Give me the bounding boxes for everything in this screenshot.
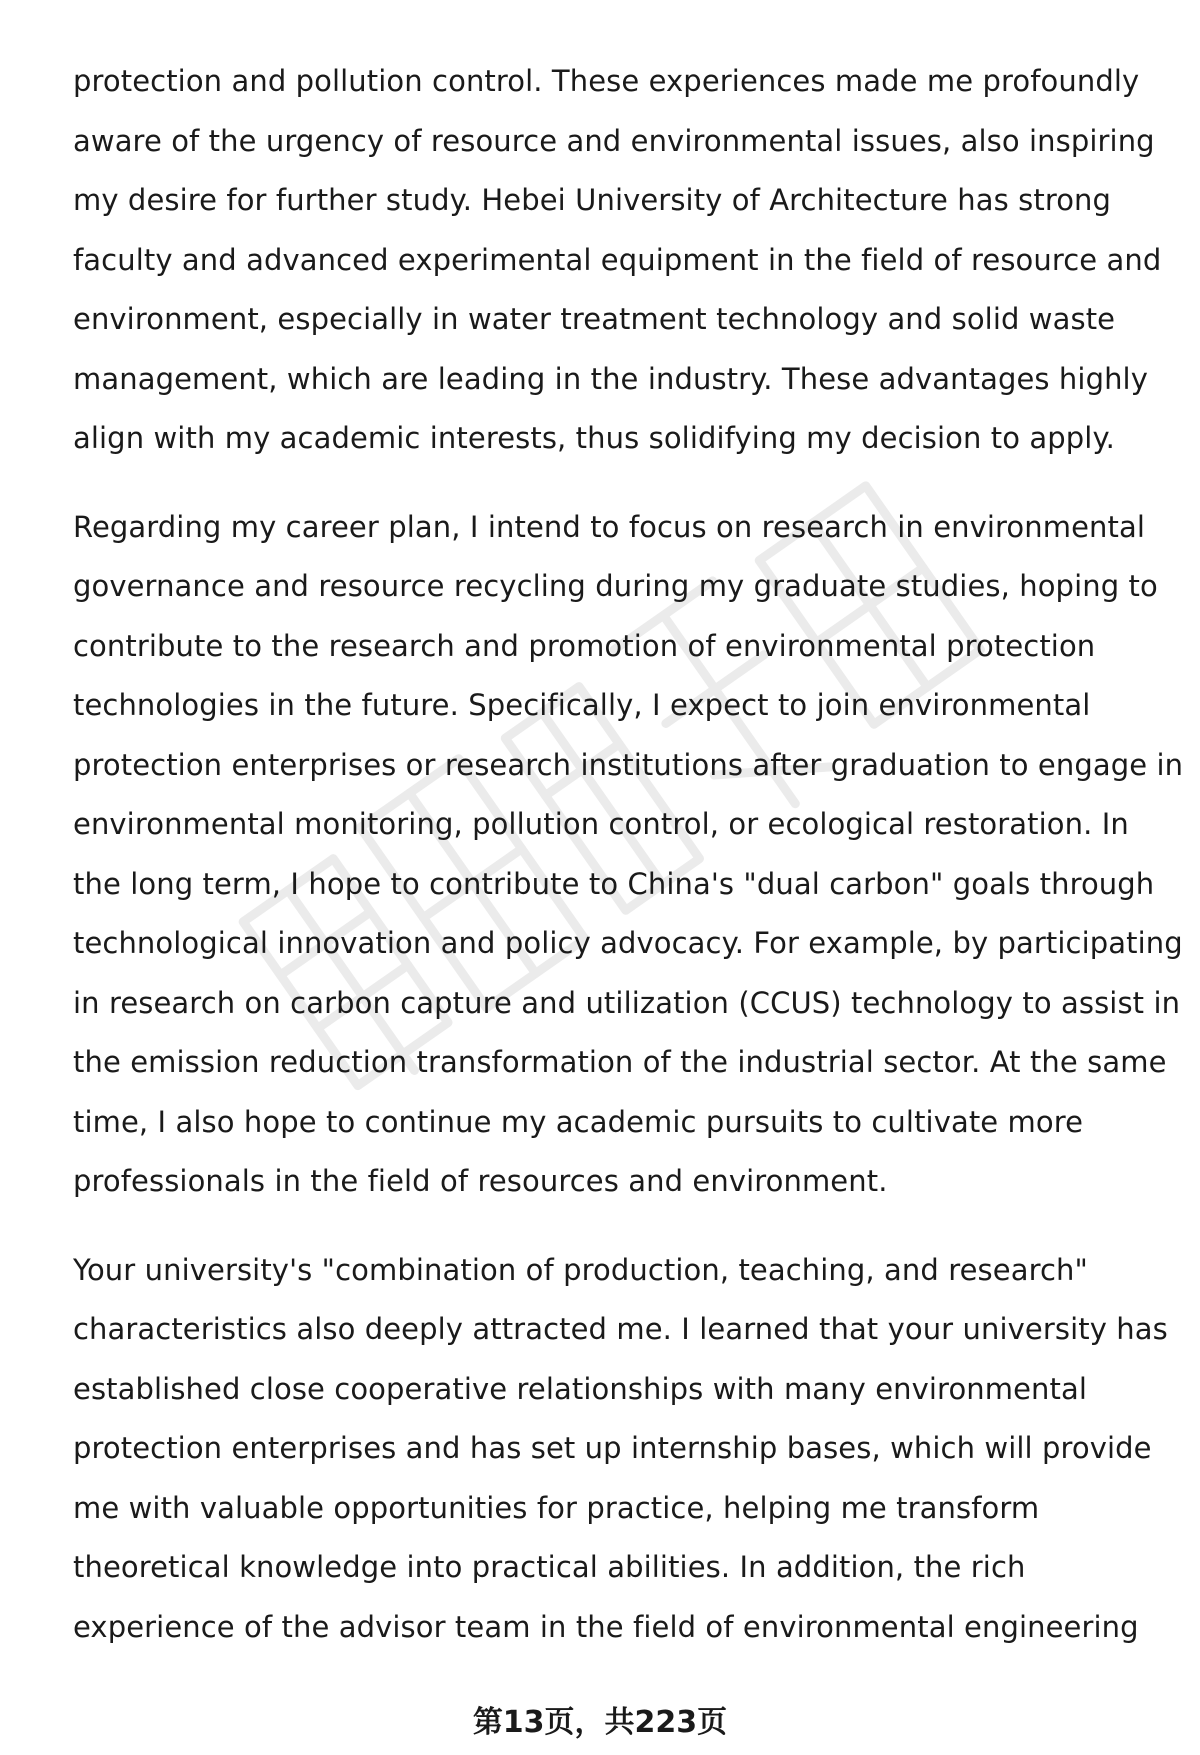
text-line: in research on carbon capture and utilization (CCUS) technology to assist in [73, 985, 1181, 1020]
text-line: technological innovation and policy advocacy. For example, by participating [73, 926, 1183, 960]
text-line: theoretical knowledge into practical abilities. In addition, the rich [73, 1550, 1026, 1584]
text-line: established close cooperative relationships with many environmental [73, 1371, 1088, 1406]
text-line: experience of the advisor team in the field of environmental engineering [73, 1609, 1139, 1644]
text-line: environment, especially in water treatment technology and solid waste [73, 302, 1116, 336]
text-line: the emission reduction transformation of the industrial sector. At the same [73, 1045, 1167, 1079]
text-line: protection and pollution control. These experiences made me profoundly [73, 64, 1140, 98]
page-number-footer: 第13页，共223页 [472, 1705, 728, 1740]
text-line: professionals in the field of resources and environment. [73, 1164, 888, 1198]
document-body [73, 52, 1184, 1657]
text-line: protection enterprises or research institutions after graduation to engage in [73, 747, 1184, 782]
text-line: Your university's "combination of production, teaching, and research" [73, 1252, 1088, 1287]
paragraph-1 [73, 52, 1162, 469]
text-line: faculty and advanced experimental equipment in the field of resource and [73, 242, 1162, 277]
text-line: time, I also hope to continue my academic pursuits to cultivate more [73, 1104, 1084, 1139]
text-line: the long term, I hope to contribute to China's "dual carbon" goals through [73, 866, 1155, 901]
text-line: management, which are leading in the industry. These advantages highly [73, 361, 1148, 396]
text-line: me with valuable opportunities for practice, helping me transform [73, 1490, 1040, 1525]
text-line: Regarding my career plan, I intend to focus on research in environmental [73, 509, 1146, 544]
paragraph-3 [73, 1241, 1168, 1658]
text-line: governance and resource recycling during my graduate studies, hoping to [73, 569, 1158, 603]
text-line: my desire for further study. Hebei University of Architecture has strong [73, 183, 1112, 217]
text-line: characteristics also deeply attracted me. I learned that your university has [73, 1312, 1168, 1346]
text-line: align with my academic interests, thus solidifying my decision to apply. [73, 421, 1115, 455]
text-line: contribute to the research and promotion of environmental protection [73, 628, 1096, 663]
paragraph-2 [73, 498, 1184, 1212]
text-line: environmental monitoring, pollution control, or ecological restoration. In [73, 807, 1129, 841]
text-line: aware of the urgency of resource and environmental issues, also inspiring [73, 123, 1155, 158]
text-line: technologies in the future. Specifically, I expect to join environmental [73, 688, 1091, 722]
text-line: protection enterprises and has set up internship bases, which will provide [73, 1431, 1152, 1465]
